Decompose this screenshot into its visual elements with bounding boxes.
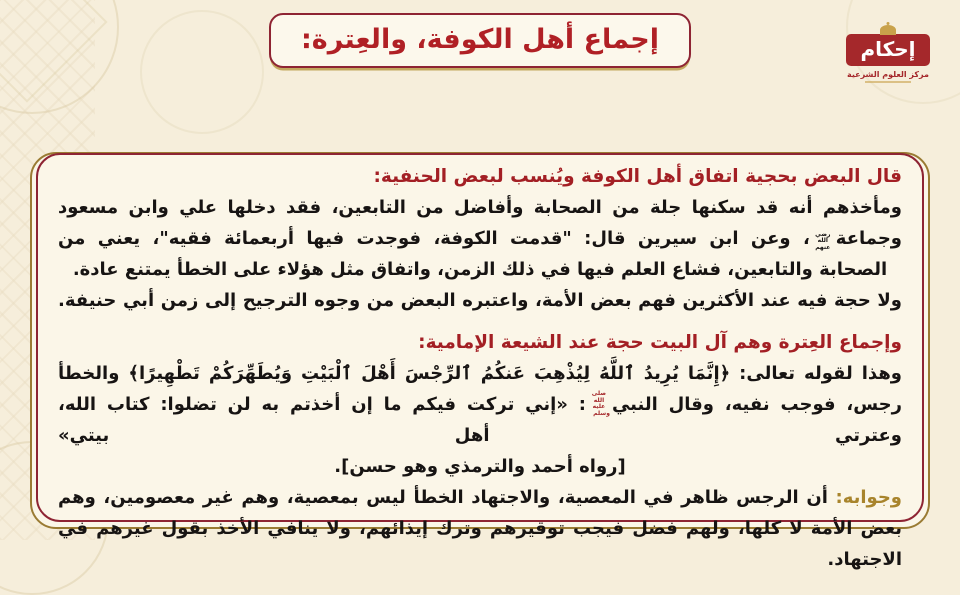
logo-divider xyxy=(865,81,911,83)
honorific-radiallahu-anhum: رضي الله عنهم xyxy=(815,230,831,251)
paragraph-text: : «إني تركت فيكم ما إن أخذتم به لن تضلوا: كتاب الله، وعترتي أهل بيتي» xyxy=(58,394,902,446)
logo-caption: مركز العلوم الشرعية xyxy=(847,70,929,79)
slide-title: إجماع أهل الكوفة، والعِترة: xyxy=(301,24,659,55)
mosque-dome-icon xyxy=(846,22,930,34)
paragraph-answer xyxy=(58,482,902,575)
logo-wordmark: إحكام xyxy=(846,34,930,66)
section-heading-itrah: وإجماع العِترة وهم آل البيت حجة عند الشيعة الإمامية: xyxy=(418,332,902,353)
paragraph-text: ، وعن ابن سيرين قال: "قدمت الكوفة، فوجدت فيها أربعمائة فقيه"، يعني من الصحابة والتابعين، فشاع العلم فيها في ذلك الزمن، واتفاق مثل هؤلاء على الخطأ يمتنع عادة. xyxy=(58,228,888,280)
paragraph-text: أن الرجس ظاهر في المعصية، والاجتهاد الخطأ ليس بمعصية، وهم غير معصومين، وهم بعض الأمة لا كلها، ولهم فضل فيجب توقيرهم وترك إيذائهم، ولا ينافي الأخذ بقول غيرهم في الاجتهاد. xyxy=(58,487,902,570)
paragraph-kufa-argument xyxy=(58,192,902,285)
answer-label: وجوابه: xyxy=(835,487,902,508)
paragraph-kufa-refutation: ولا حجة فيه عند الأكثرين فهم بعض الأمة، واعتبره البعض من وجوه الترجيح إلى زمن أبي حنيفة. xyxy=(58,290,902,311)
ornament-circle-top xyxy=(140,10,264,134)
paragraph-text: وهذا لقوله تعالى: ﴿إِنَّمَا يُرِيدُ ٱللَّهُ لِيُذْهِبَ عَنكُمُ ٱلرِّجْسَ أَهْلَ ٱلْبَيْتِ وَيُطَهِّرَكُمْ تَطْهِيرًا﴾ والخطأ رجس، فوجب نفيه، وقال النبي xyxy=(58,363,902,415)
brand-logo xyxy=(846,22,930,83)
content-frame-gold xyxy=(30,152,930,570)
ornament-square-topleft xyxy=(0,0,108,103)
section-heading-kufa: قال البعض بحجية اتفاق أهل الكوفة ويُنسب لبعض الحنفية: xyxy=(373,166,902,187)
slide-title-box xyxy=(269,13,691,68)
ornament-circle-topleft xyxy=(0,0,119,114)
hadith-source: [رواه أحمد والترمذي وهو حسن]. xyxy=(334,456,626,477)
content-frame-maroon xyxy=(36,153,924,570)
paragraph-itrah-evidence xyxy=(58,358,902,451)
honorific-sallallahu-alayhi-wasallam: صلى الله عليه وسلم xyxy=(591,390,610,417)
paragraph-text: ومأخذهم أنه قد سكنها جلة من الصحابة وأفاضل من التابعين، فقد دخلها علي وابن مسعود وجماعة xyxy=(58,197,902,249)
